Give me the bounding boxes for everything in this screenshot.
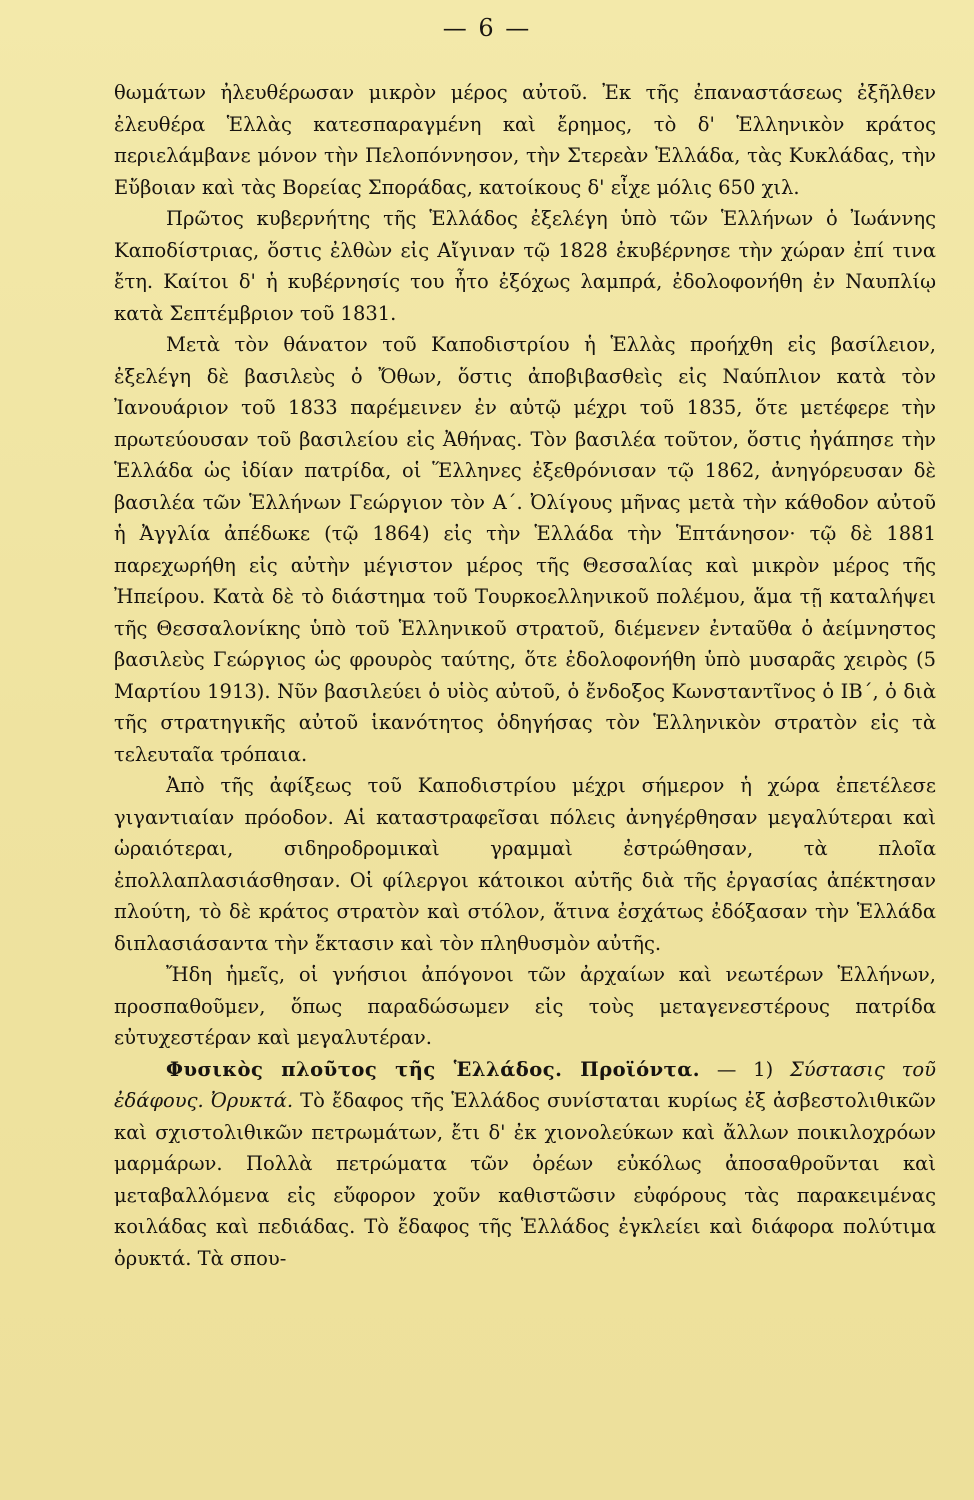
paragraph-descendants: Ἤδη ἡμεῖς, οἱ γνήσιοι ἀπόγονοι τῶν ἀρχαίων καὶ νεωτέρων Ἑλλήνων, προσπαθοῦμεν, ὅπως παραδώσωμεν εἰς τοὺς μεταγενεστέρους πατρίδα εὐτυχεστέραν καὶ μεγαλυτέραν. xyxy=(114,963,936,1049)
body-text xyxy=(114,77,936,1274)
paragraph-kingdom: Μετὰ τὸν θάνατον τοῦ Καποδιστρίου ἡ Ἑλλὰς προήχθη εἰς βασίλειον, ἐξελέγη δὲ βασιλεὺς ὁ Ὄθων, ὅστις ἀποβιβασθεὶς εἰς Ναύπλιον κατὰ τὸν Ἰανουάριον τοῦ 1833 παρέμεινεν ἐν αὐτῷ μέχρι τοῦ 1835, ὅτε μετέφερε τὴν πρωτεύουσαν τοῦ βασιλείου εἰς Ἀθήνας. Τὸν βασιλέα τοῦτον, ὅστις ἠγάπησε τὴν Ἑλλάδα ὡς ἰδίαν πατρίδα, οἱ Ἕλληνες ἐξεθρόνισαν τῷ 1862, ἀνηγόρευσαν δὲ βασιλέα τῶν Ἑλλήνων Γεώργιον τὸν Α΄. Ὀλίγους μῆνας μετὰ τὴν κάθοδον αὐτοῦ ἡ Ἀγγλία ἀπέδωκε (τῷ 1864) εἰς τὴν Ἑλλάδα τὴν Ἑπτάνησον· τῷ δὲ 1881 παρεχωρήθη εἰς αὐτὴν μέγιστον μέρος τῆς Θεσσαλίας καὶ μικρὸν μέρος τῆς Ἠπείρου. Κατὰ δὲ τὸ διάστημα τοῦ Τουρκοελληνικοῦ πολέμου, ἅμα τῇ καταλήψει τῆς Θεσσαλονίκης ὑπὸ τοῦ Ἑλληνικοῦ στρατοῦ, διέμενεν ἐνταῦθα ὁ ἀείμνηστος βασιλεὺς Γεώργιος ὡς φρουρὸς ταύτης, ὅτε ἐδολοφονήθη ὑπὸ μυσαρᾶς χειρὸς (5 Μαρτίου 1913). Νῦν βασιλεύει ὁ υἱὸς αὐτοῦ, ὁ ἔνδοξος Κωνσταντῖνος ὁ ΙΒ΄, ὁ διὰ τῆς στρατηγικῆς αὐτοῦ ἱκανότητος ὁδηγήσας τὸν Ἑλληνικὸν στρατὸν εἰς τὰ τελευταῖα τρόπαια. xyxy=(114,333,936,766)
section-dash: — 1) xyxy=(700,1057,791,1081)
section-heading: Φυσικὸς πλοῦτος τῆς Ἑλλάδος. Προϊόντα. xyxy=(166,1057,701,1081)
section-subheading: Σύστασις τοῦ ἐδάφους. Ὀρυκτά. xyxy=(114,1057,936,1112)
paragraph-continuation: θωμάτων ἠλευθέρωσαν μικρὸν μέρος αὐτοῦ. Ἐκ τῆς ἐπαναστάσεως ἐξῆλθεν ἐλευθέρα Ἑλλὰς κατεσπαραγμένη καὶ ἔρημος, τὸ δ' Ἑλληνικὸν κράτος περιελάμβανε μόνον τὴν Πελοπόννησον, τὴν Στερεὰν Ἑλλάδα, τὰς Κυκλάδας, τὴν Εὔβοιαν καὶ τὰς Βορείας Σποράδας, κατοίκους δ' εἶχε μόλις 650 χιλ. xyxy=(114,81,936,199)
section-paragraph xyxy=(114,1054,936,1275)
paragraph-kapodistrias: Πρῶτος κυβερνήτης τῆς Ἑλλάδος ἐξελέγη ὑπὸ τῶν Ἑλλήνων ὁ Ἰωάννης Καποδίστριας, ὅστις ἐλθὼν εἰς Αἴγιναν τῷ 1828 ἐκυβέρνησε τὴν χώραν ἐπί τινα ἔτη. Καίτοι δ' ἡ κυβέρνησίς του ἦτο ἐξόχως λαμπρά, ἐδολοφονήθη ἐν Ναυπλίῳ κατὰ Σεπτέμβριον τοῦ 1831. xyxy=(114,207,936,325)
paragraph-progress: Ἀπὸ τῆς ἀφίξεως τοῦ Καποδιστρίου μέχρι σήμερον ἡ χώρα ἐπετέλεσε γιγαντιαίαν πρόοδον. Αἱ καταστραφεῖσαι πόλεις ἀνηγέρθησαν μεγαλύτεραι καὶ ὡραιότεραι, σιδηροδρομικαὶ γραμμαὶ ἐστρώθησαν, τὰ πλοῖα ἐπολλαπλασιάσθησαν. Οἱ φίλεργοι κάτοικοι αὐτῆς διὰ τῆς ἐργασίας ἀπέκτησαν πλούτη, τὸ δὲ κράτος στρατὸν καὶ στόλον, ἅτινα ἐσχάτως ἐδόξασαν τὴν Ἑλλάδα διπλασιάσαντα τὴν ἔκτασιν καὶ τὸν πληθυσμὸν αὐτῆς. xyxy=(114,774,936,955)
page-number: — 6 — xyxy=(442,14,532,42)
section-text: Τὸ ἔδαφος τῆς Ἑλλάδος συνίσταται κυρίως ἐξ ἀσβεστολιθικῶν καὶ σχιστολιθικῶν πετρωμάτων, ἔτι δ' ἐκ χιονολεύκων καὶ ἄλλων ποικιλοχρόων μαρμάρων. Πολλὰ πετρώματα τῶν ὀρέων εὐκόλως ἀποσαθροῦνται καὶ μεταβαλλόμενα εἰς εὔφορον χοῦν καθιστῶσιν εὐφόρους τὰς παρακειμένας κοιλάδας καὶ πεδιάδας. Τὸ ἔδαφος τῆς Ἑλλάδος ἐγκλείει καὶ διάφορα πολύτιμα ὀρυκτά. Τὰ σπου- xyxy=(114,1089,936,1270)
